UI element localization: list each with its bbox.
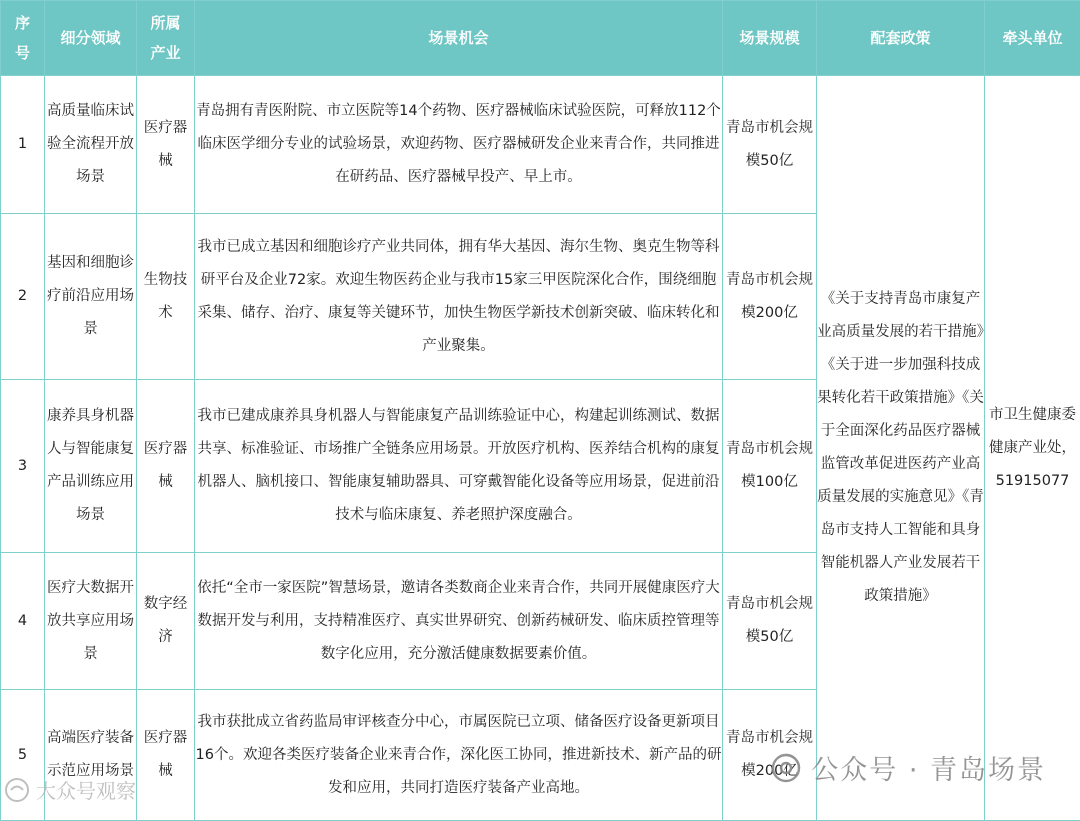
scene-scale-cell: 青岛市机会规模100亿 xyxy=(723,380,817,553)
table-row xyxy=(1,76,1080,214)
scene-opportunity-cell: 青岛拥有青医附院、市立医院等14个药物、医疗器械临床试验医院，可释放112个临床医学细分专业的试验场景，欢迎药物、医疗器械研发企业来青合作，共同推进在研药品、医疗器械早投产、早上市。 xyxy=(195,76,723,214)
subfield-cell: 医疗大数据开放共享应用场景 xyxy=(45,553,137,690)
account-logo-icon xyxy=(4,777,30,803)
row-number: 1 xyxy=(1,76,45,214)
wechat-official-account-icon xyxy=(771,753,801,783)
scene-scale-cell: 青岛市机会规模200亿 xyxy=(723,214,817,380)
policy-cell: 《关于支持青岛市康复产业高质量发展的若干措施》《关于进一步加强科技成果转化若干政策措施》《关于全面深化药品医疗器械监管改革促进医药产业高质量发展的实施意见》《青岛市支持人工智能和具身智能机器人产业发展若干政策措施》 xyxy=(817,76,985,821)
scene-opportunity-cell: 依托“全市一家医院”智慧场景，邀请各类数商企业来青合作，共同开展健康医疗大数据开发与利用，支持精准医疗、真实世界研究、创新药械研发、临床质控管理等数字化应用，充分激活健康数据要素价值。 xyxy=(195,553,723,690)
subfield-cell: 高端医疗装备示范应用场景 xyxy=(45,690,137,821)
header-policy: 配套政策 xyxy=(817,1,985,76)
header-scene: 场景机会 xyxy=(195,1,723,76)
header-row xyxy=(1,1,1080,76)
row-number: 4 xyxy=(1,553,45,690)
scene-scale-cell: 青岛市机会规模200亿 xyxy=(723,690,817,821)
row-number: 3 xyxy=(1,380,45,553)
lead-unit-cell: 市卫生健康委健康产业处，51915077 xyxy=(985,76,1080,821)
scene-opportunity-cell: 我市获批成立省药监局审评核查分中心，市属医院已立项、储备医疗设备更新项目16个。欢迎各类医疗装备企业来青合作，深化医工协同，推进新技术、新产品的研发和应用，共同打造医疗装备产业高地。 xyxy=(195,690,723,821)
header-industry: 所属 产业 xyxy=(137,1,195,76)
row-number: 2 xyxy=(1,214,45,380)
row-number: 5 xyxy=(1,690,45,821)
corner-watermark-text: 大众号观察 xyxy=(36,775,136,804)
industry-cell: 医疗器械 xyxy=(137,690,195,821)
header-no: 序 号 xyxy=(1,1,45,76)
scene-scale-cell: 青岛市机会规模50亿 xyxy=(723,553,817,690)
header-scale: 场景规模 xyxy=(723,1,817,76)
scene-opportunity-cell: 我市已建成康养具身机器人与智能康复产品训练验证中心，构建起训练测试、数据共享、标准验证、市场推广全链条应用场景。开放医疗机构、医养结合机构的康复机器人、脑机接口、智能康复辅助器具、可穿戴智能化设备等应用场景，促进前沿技术与临床康复、养老照护深度融合。 xyxy=(195,380,723,553)
subfield-cell: 康养具身机器人与智能康复产品训练应用场景 xyxy=(45,380,137,553)
industry-cell: 医疗器械 xyxy=(137,380,195,553)
corner-watermark xyxy=(4,775,136,804)
industry-cell: 生物技术 xyxy=(137,214,195,380)
industry-cell: 医疗器械 xyxy=(137,76,195,214)
header-lead: 牵头单位 xyxy=(985,1,1080,76)
watermark-text: 公众号 · 青岛场景 xyxy=(811,748,1046,787)
scene-scale-cell: 青岛市机会规模50亿 xyxy=(723,76,817,214)
industry-cell: 数字经济 xyxy=(137,553,195,690)
scene-opportunity-cell: 我市已成立基因和细胞诊疗产业共同体，拥有华大基因、海尔生物、奥克生物等科研平台及企业72家。欢迎生物医药企业与我市15家三甲医院深化合作，围绕细胞采集、储存、治疗、康复等关键环节，加快生物医学新技术创新突破、临床转化和产业聚集。 xyxy=(195,214,723,380)
header-field: 细分领域 xyxy=(45,1,137,76)
watermark xyxy=(771,748,1046,787)
subfield-cell: 高质量临床试验全流程开放场景 xyxy=(45,76,137,214)
subfield-cell: 基因和细胞诊疗前沿应用场景 xyxy=(45,214,137,380)
